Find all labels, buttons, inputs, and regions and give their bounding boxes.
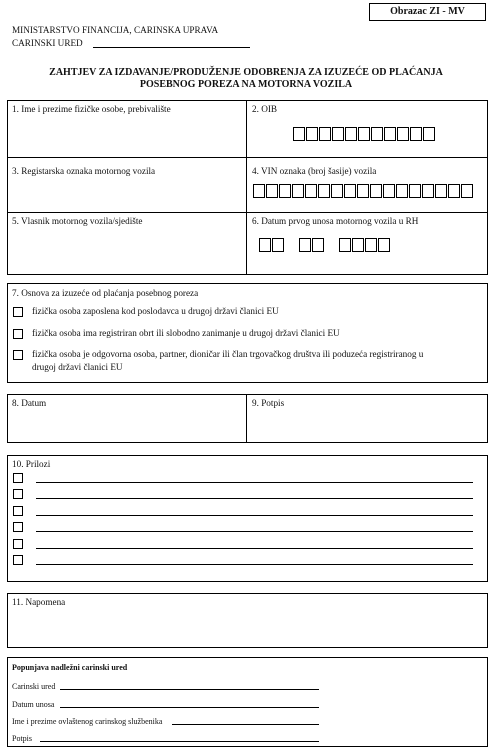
customs-office-label-2: Carinski ured (12, 682, 56, 691)
basis-option-3-line1: fizička osoba je odgovorna osoba, partner, dioničar ili član trgovačkog društva ili poduzeća registriranog u (32, 349, 424, 359)
attachment-line-2[interactable] (36, 498, 473, 499)
form-title-line1: ZAHTJEV ZA IZDAVANJE/PRODUŽENJE ODOBRENJA ZA IZUZEĆE OD PLAĆANJA (49, 67, 443, 78)
vin-cells[interactable] (253, 184, 474, 198)
attachment-checkbox-5[interactable] (13, 539, 23, 549)
field-2-label: 2. OIB (252, 104, 278, 114)
attachment-line-5[interactable] (36, 548, 473, 549)
attachment-line-6[interactable] (36, 564, 473, 565)
officer-name-label: Ime i prezime ovlaštenog carinskog službenika (12, 717, 163, 726)
ministry-name: MINISTARSTVO FINANCIJA, CARINSKA UPRAVA (12, 25, 219, 35)
field-3-label: 3. Registarska oznaka motornog vozila (12, 166, 156, 176)
officer-signature-label: Potpis (12, 734, 33, 743)
basis-checkbox-2[interactable] (13, 329, 23, 339)
customs-office-field[interactable] (93, 47, 250, 48)
form-title-line2: POSEBNOG POREZA NA MOTORNA VOZILA (139, 79, 353, 90)
note-input[interactable] (12, 610, 482, 645)
customs-heading: Popunjava nadležni carinski ured (12, 663, 128, 672)
field-5-label: 5. Vlasnik motornog vozila/sjedište (12, 216, 143, 226)
field-10-label: 10. Prilozi (12, 459, 51, 469)
customs-office-line[interactable] (60, 689, 319, 690)
field-11-label: 11. Napomena (12, 597, 66, 607)
attachment-line-3[interactable] (36, 515, 473, 516)
basis-option-1: fizička osoba zaposlena kod poslodavca u drugoj državi članici EU (32, 306, 279, 316)
attachment-line-4[interactable] (36, 531, 473, 532)
oib-cells[interactable] (293, 127, 436, 141)
attachment-checkbox-6[interactable] (13, 555, 23, 565)
field-1-input[interactable] (12, 118, 240, 154)
field-6-label: 6. Datum prvog unosa motornog vozila u RH (252, 216, 419, 226)
attachment-checkbox-1[interactable] (13, 473, 23, 483)
basis-option-2: fizička osoba ima registriran obrt ili slobodno zanimanje u drugoj državi članici EU (32, 328, 340, 338)
customs-office-label: CARINSKI URED (12, 38, 83, 48)
signature-input[interactable] (252, 411, 482, 441)
field-9-label: 9. Potpis (252, 398, 285, 408)
officer-signature-line[interactable] (40, 741, 319, 742)
field-7-label: 7. Osnova za izuzeće od plaćanja posebnog poreza (12, 288, 199, 298)
officer-name-line[interactable] (172, 724, 319, 725)
field-1-label: 1. Ime i prezime fizičke osobe, prebivalište (12, 104, 171, 114)
basis-option-3-line2: drugoj državi članici EU (32, 362, 123, 372)
attachment-checkbox-3[interactable] (13, 506, 23, 516)
basis-checkbox-3[interactable] (13, 350, 23, 360)
attachment-checkbox-4[interactable] (13, 522, 23, 532)
date-input[interactable] (12, 411, 240, 441)
attachment-line-1[interactable] (36, 482, 473, 483)
first-import-date-cells[interactable] (259, 238, 391, 252)
basis-checkbox-1[interactable] (13, 307, 23, 317)
attachment-checkbox-2[interactable] (13, 489, 23, 499)
field-8-label: 8. Datum (12, 398, 47, 408)
field-3-input[interactable] (12, 180, 240, 210)
attachments-block (7, 455, 488, 582)
form-code: Obrazac ZI - MV (369, 3, 486, 21)
entry-date-line[interactable] (60, 707, 319, 708)
entry-date-label: Datum unosa (12, 700, 55, 709)
field-5-input[interactable] (12, 230, 240, 272)
field-4-label: 4. VIN oznaka (broj šasije) vozila (252, 166, 377, 176)
